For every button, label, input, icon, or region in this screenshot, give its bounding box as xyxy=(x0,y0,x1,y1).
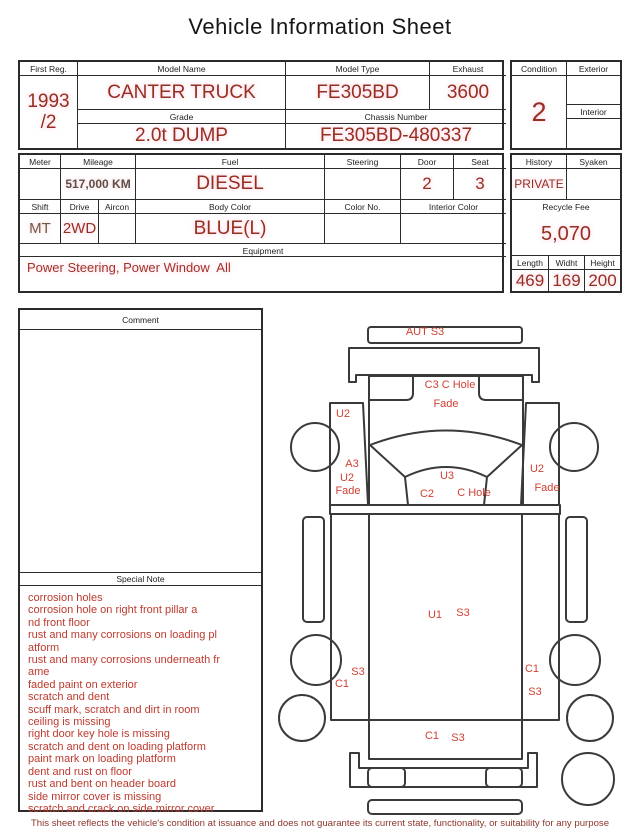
comment-box xyxy=(18,308,263,815)
body-color-value: BLUE(L) xyxy=(193,217,267,239)
equipment-value: Power Steering, Power Window All xyxy=(20,256,506,291)
diagram-label-fade: Fade xyxy=(335,485,361,497)
mileage-value: 517,000 KM xyxy=(65,177,131,191)
condition-cell xyxy=(512,62,567,148)
special-note-line: rust and many corrosions on loading pl xyxy=(28,629,217,642)
width-value: 169 xyxy=(552,270,581,290)
equipment-label: Equipment xyxy=(242,245,284,256)
seat-cell xyxy=(453,155,506,199)
condition-value: 2 xyxy=(531,96,547,127)
comment-body xyxy=(20,330,261,572)
history-label: History xyxy=(512,155,566,169)
grade-label: Grade xyxy=(78,110,285,124)
syaken-label: Syaken xyxy=(567,155,620,169)
height-cell xyxy=(584,255,620,291)
special-note-line: rust and many corrosions underneath fr xyxy=(28,654,220,667)
syaken-value xyxy=(567,169,620,199)
height-label: Height xyxy=(585,256,620,270)
recycle-fee-label: Recycle Fee xyxy=(542,201,590,212)
chassis-number-cell xyxy=(285,109,506,148)
special-note-line: ame xyxy=(28,666,50,679)
special-note-line: side mirror cover is missing xyxy=(28,790,162,803)
diagram-label-s3: S3 xyxy=(351,666,365,678)
fuel-value: DIESEL xyxy=(196,173,264,194)
diagram-labels-layer xyxy=(270,315,640,815)
special-note-line: corrosion holes xyxy=(28,592,103,604)
vehicle-diagram xyxy=(270,315,640,815)
interior-label: Interior xyxy=(567,105,620,119)
first-reg-value-line2: /2 xyxy=(40,112,57,133)
exterior-interior-cell xyxy=(567,62,620,148)
special-note-line: nd front floor xyxy=(28,616,90,629)
door-cell xyxy=(400,155,453,199)
spec-table-right xyxy=(510,153,622,293)
special-note-line: ceiling is missing xyxy=(28,716,111,729)
aircon-value xyxy=(99,214,135,243)
special-note-line: scratch and crack on side mirror cover xyxy=(28,802,215,815)
comment-header: Comment xyxy=(20,310,261,330)
width-cell xyxy=(548,255,584,291)
shift-cell xyxy=(20,199,60,243)
meter-value xyxy=(20,169,60,199)
fuel-label: Fuel xyxy=(136,155,324,169)
seat-value: 3 xyxy=(475,174,485,193)
special-note-line: dent and rust on floor xyxy=(28,765,132,778)
spec-table xyxy=(18,153,504,293)
interior-color-cell xyxy=(400,199,506,243)
grade-cell xyxy=(77,109,285,148)
door-value: 2 xyxy=(422,174,432,193)
height-value: 200 xyxy=(588,270,617,290)
diagram-label-fade: Fade xyxy=(433,398,459,410)
special-note-line: corrosion hole on right front pillar a xyxy=(28,604,198,617)
drive-cell xyxy=(60,199,98,243)
model-name-value: CANTER TRUCK xyxy=(107,81,256,103)
width-label: Widht xyxy=(549,256,584,270)
special-note-line: atform xyxy=(28,641,60,654)
special-note-list xyxy=(20,586,261,815)
model-type-value: FE305BD xyxy=(316,81,399,103)
shift-value: MT xyxy=(29,220,51,237)
diagram-label-aut-s3: AUT S3 xyxy=(405,326,445,338)
exhaust-label: Exhaust xyxy=(430,62,506,76)
diagram-label-u2: U2 xyxy=(529,463,545,475)
color-no-cell xyxy=(324,199,400,243)
special-note-line: rust and bent on header board xyxy=(28,778,177,791)
history-cell xyxy=(512,155,567,199)
diagram-label-u2: U2 xyxy=(339,472,355,484)
body-color-label: Body Color xyxy=(136,200,324,214)
diagram-label-u3: U3 xyxy=(439,470,455,482)
syaken-cell xyxy=(567,155,620,199)
diagram-label-c2: C2 xyxy=(419,488,435,500)
special-note-line: scuff mark, scratch and dirt in room xyxy=(28,703,200,716)
interior-value xyxy=(567,119,620,148)
steering-cell xyxy=(324,155,400,199)
diagram-label-c-hole: C Hole xyxy=(457,487,491,499)
body-color-cell xyxy=(135,199,324,243)
color-no-value xyxy=(325,214,400,243)
first-reg-label: First Reg. xyxy=(20,62,77,76)
model-type-label: Model Type xyxy=(286,62,429,76)
diagram-label-s3: S3 xyxy=(451,732,465,744)
steering-label: Steering xyxy=(325,155,400,169)
meter-label: Meter xyxy=(20,155,60,169)
special-note-line: faded paint on exterior xyxy=(28,678,138,691)
drive-label: Drive xyxy=(61,200,98,214)
diagram-label-u1: U1 xyxy=(427,609,443,621)
length-value: 469 xyxy=(515,270,545,290)
condition-label: Condition xyxy=(512,62,566,76)
color-no-label: Color No. xyxy=(325,200,400,214)
model-name-label: Model Name xyxy=(78,62,285,76)
page-title: Vehicle Information Sheet xyxy=(188,14,452,39)
aircon-label: Aircon xyxy=(99,200,135,214)
drive-value: 2WD xyxy=(62,220,97,237)
condition-table xyxy=(510,60,622,150)
first-reg-value-line1: 1993 xyxy=(27,91,70,112)
diagram-label-s3: S3 xyxy=(456,607,470,619)
diagram-label-c1: C1 xyxy=(424,730,440,742)
model-name-cell xyxy=(77,62,285,109)
mileage-cell xyxy=(60,155,135,199)
length-label: Length xyxy=(512,256,548,270)
diagram-label-a3: A3 xyxy=(345,458,359,470)
first-reg-cell xyxy=(20,62,77,148)
exhaust-value: 3600 xyxy=(446,81,490,103)
steering-value xyxy=(325,169,400,199)
special-note-header: Special Note xyxy=(20,572,261,586)
diagram-label-u2: U2 xyxy=(335,408,351,420)
special-note-line: paint mark on loading platform xyxy=(28,753,176,766)
mileage-label: Mileage xyxy=(61,155,135,169)
seat-label: Seat xyxy=(454,155,506,169)
history-value: PRIVATE xyxy=(514,177,564,191)
interior-color-label: Interior Color xyxy=(401,200,506,214)
diagram-label-c1: C1 xyxy=(524,663,540,675)
aircon-cell xyxy=(98,199,135,243)
meter-cell xyxy=(20,155,60,199)
chassis-number-value: FE305BD-480337 xyxy=(319,125,473,146)
door-label: Door xyxy=(401,155,453,169)
special-note-line: scratch and dent xyxy=(28,691,110,704)
diagram-label-fade: Fade xyxy=(534,482,560,494)
diagram-label-s3: S3 xyxy=(528,686,542,698)
shift-label: Shift xyxy=(20,200,60,214)
length-cell xyxy=(512,255,548,291)
disclaimer-text: This sheet reflects the vehicle's condition at issuance and does not guarantee its current state, functionality, or suitability for any purpose xyxy=(30,818,610,829)
recycle-fee-cell xyxy=(512,199,620,255)
exterior-label: Exterior xyxy=(567,62,620,76)
fuel-cell xyxy=(135,155,324,199)
top-left-table xyxy=(18,60,504,150)
model-type-cell xyxy=(285,62,429,109)
diagram-label-c1: C1 xyxy=(334,678,350,690)
exhaust-cell xyxy=(429,62,506,109)
special-note-line: scratch and dent on loading platform xyxy=(28,740,206,753)
diagram-label-c3-c-hole: C3 C Hole xyxy=(424,379,476,391)
chassis-number-label: Chassis Number xyxy=(286,110,506,124)
special-note-line: right door key hole is missing xyxy=(28,728,170,741)
interior-color-value xyxy=(401,214,506,243)
grade-value: 2.0t DUMP xyxy=(135,125,228,146)
recycle-fee-value: 5,070 xyxy=(540,222,592,245)
equipment-header xyxy=(20,243,506,256)
exterior-value xyxy=(567,76,620,105)
